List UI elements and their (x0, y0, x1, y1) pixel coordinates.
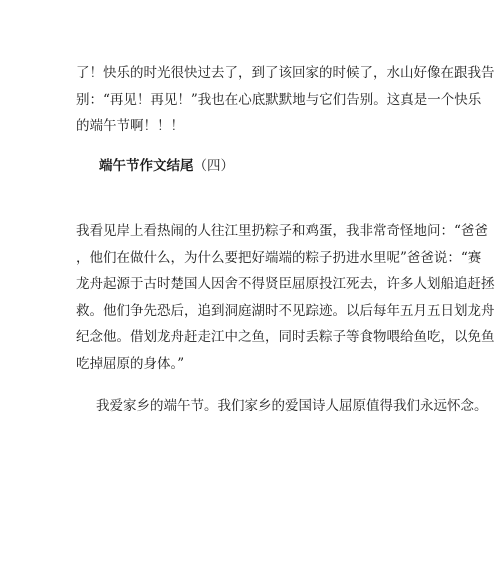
paragraph-closing (76, 393, 488, 420)
heading-title: 端午节作文结尾 (99, 158, 194, 174)
text-line: 吃掉屈原的身体。” (76, 355, 185, 372)
text-line: 救。他们争先恐后，追到洞庭湖时不见踪迹。以后每年五月五日划龙舟 (76, 302, 495, 319)
text-line: 别：“再见！再见！”我也在心底默默地与它们告别。这真是一个快乐 (76, 91, 482, 108)
paragraph-dragon-boat-origin (76, 218, 495, 377)
paragraph-ending-3-tail (76, 60, 495, 140)
text-line: 了！快乐的时光很快过去了，到了该回家的时候了，水山好像在跟我告 (76, 65, 495, 81)
heading-number: （四） (193, 158, 234, 174)
text-line: ，他们在做什么，为什么要把好端端的粽子扔进水里呢”爸爸说：“赛 (76, 249, 482, 266)
section-heading (99, 156, 234, 176)
text-line: 龙舟起源于古时楚国人因舍不得贤臣屈原投江死去，许多人划船追赶拯 (76, 276, 495, 292)
text-line: 我爱家乡的端午节。我们家乡的爱国诗人屈原值得我们永远怀念。 (96, 398, 488, 414)
text-line: 我看见岸上看热闹的人往江里扔粽子和鸡蛋，我非常奇怪地问：“爸爸 (76, 223, 488, 239)
text-line: 的端午节啊！！！ (76, 118, 184, 134)
text-line: 纪念他。借划龙舟赶走江中之鱼，同时丢粽子等食物喂给鱼吃，以免鱼 (76, 329, 495, 345)
